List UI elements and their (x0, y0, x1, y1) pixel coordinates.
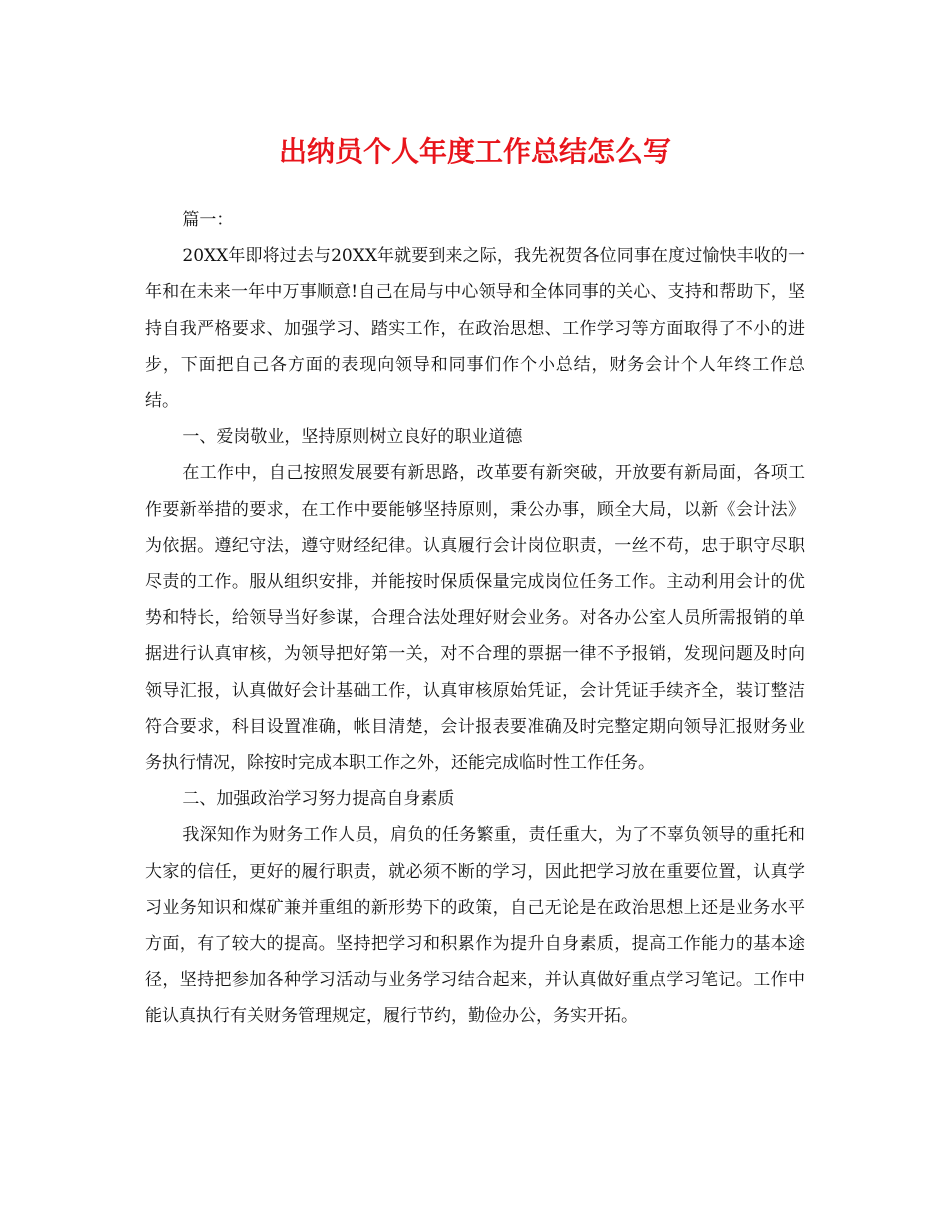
paragraph-section-2: 我深知作为财务工作人员，肩负的任务繁重，责任重大，为了不辜负领导的重托和大家的信任，更好的履行职责，就必须不断的学习，因此把学习放在重要位置，认真学习业务知识和煤矿兼并重组的新形势下的政策，自己无论是在政治思想上还是业务水平方面，有了较大的提高。坚持把学习和积累作为提升自身素质，提高工作能力的基本途径，坚持把参加各种学习活动与业务学习结合起来，并认真做好重点学习笔记。工作中能认真执行有关财务管理规定，履行节约，勤俭办公，务实开拓。 (145, 825, 805, 1027)
paragraph-section-1: 在工作中，自己按照发展要有新思路，改革要有新突破，开放要有新局面，各项工作要新举措的要求，在工作中要能够坚持原则，秉公办事，顾全大局，以新《会计法》为依据。遵纪守法，遵守财经纪律。认真履行会计岗位职责，一丝不苟，忠于职守尽职尽责的工作。服从组织安排，并能按时保质保量完成岗位任务工作。主动利用会计的优势和特长，给领导当好参谋，合理合法处理好财会业务。对各办公室人员所需报销的单据进行认真审核，为领导把好第一关，对不合理的票据一律不予报销，发现问题及时向领导汇报，认真做好会计基础工作，认真审核原始凭证，会计凭证手续齐全，装订整洁符合要求，科目设置准确，帐目清楚，会计报表要准确及时完整定期向领导汇报财务业务执行情况，除按时完成本职工作之外，还能完成临时性工作任务。 (145, 463, 805, 774)
paragraph-section-label: 篇一： (182, 210, 234, 230)
section-heading-1: 一、爱岗敬业，坚持原则树立良好的职业道德 (182, 427, 523, 448)
document-body (145, 202, 805, 1035)
paragraph-intro: 20XX年即将过去与20XX年就要到来之际，我先祝贺各位同事在度过愉快丰收的一年和在未来一年中万事顺意!自己在局与中心领导和全体同事的关心、支持和帮助下，坚持自我严格要求、加强学习、踏实工作，在政治思想、工作学习等方面取得了不小的进步，下面把自己各方面的表现向领导和同事们作个小总结，财务会计个人年终工作总结。 (145, 246, 805, 412)
section-heading-2: 二、加强政治学习努力提高自身素质 (182, 789, 455, 810)
document-title: 出纳员个人年度工作总结怎么写 (278, 135, 671, 168)
